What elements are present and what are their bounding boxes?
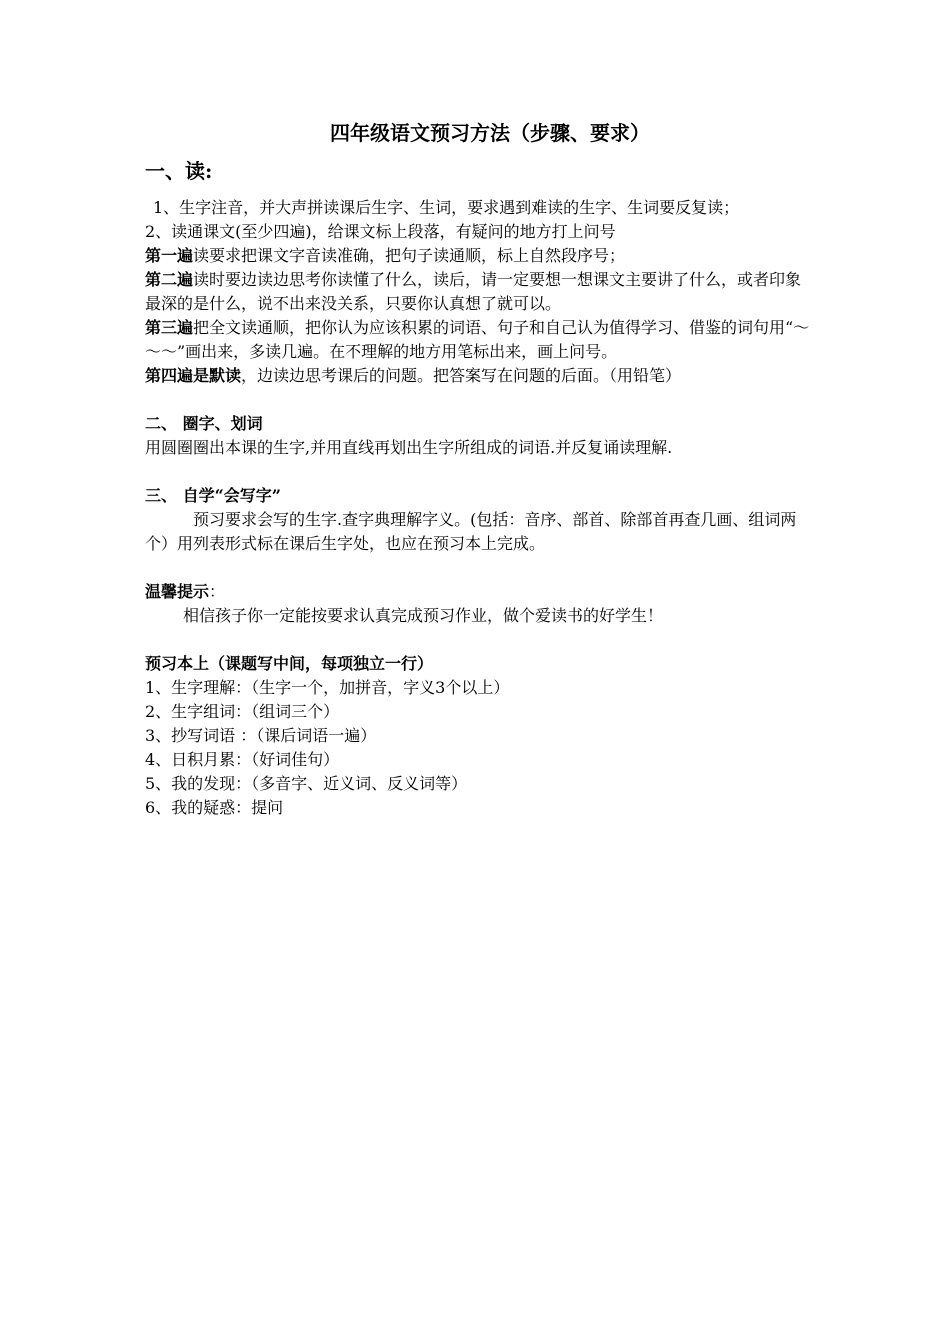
read-item-1: 1、生字注音，并大声拼读课后生字、生词，要求遇到难读的生字、生词要反复读； xyxy=(153,198,740,217)
notebook-item: 3、抄写词语 ：（课后词语一遍） xyxy=(145,726,377,745)
notebook-item: 1、生字理解：（生字一个，加拼音，字义3个以上） xyxy=(145,678,510,697)
spacer xyxy=(145,460,815,484)
read-pass-2 xyxy=(145,268,815,316)
notebook-item: 2、生字组词：（组词三个） xyxy=(145,702,340,721)
read-pass-4-label: 第四遍是默读 xyxy=(145,366,242,385)
read-pass-2-label: 第二遍 xyxy=(145,270,194,289)
read-pass-4 xyxy=(145,364,815,388)
spacer xyxy=(145,556,815,580)
notebook-item: 6、我的疑惑：提问 xyxy=(145,798,284,817)
document-title: 四年级语文预习方法（步骤、要求） xyxy=(330,121,650,145)
tip-section-heading: 温馨提示 xyxy=(145,582,210,601)
read-pass-1 xyxy=(145,244,815,268)
read-pass-1-label: 第一遍 xyxy=(145,246,194,265)
circle-section-heading: 二、 圈字、划词 xyxy=(145,414,263,433)
write-section-heading: 三、 自学“会写字” xyxy=(145,486,281,505)
read-pass-3 xyxy=(145,316,815,364)
read-pass-2-text: 读时要边读边思考你读懂了什么，读后，请一定要想一想课文主要讲了什么，或者印象最深的是什么，说不出来没关系，只要你认真想了就可以。 xyxy=(145,270,802,313)
spacer xyxy=(145,628,815,652)
tip-section-heading-line xyxy=(145,580,815,604)
tip-section-colon: ： xyxy=(209,582,226,601)
read-pass-3-label: 第三遍 xyxy=(145,318,194,337)
spacer xyxy=(145,388,815,412)
notebook-item: 4、日积月累：（好词佳句） xyxy=(145,750,340,769)
tip-section-text: 相信孩子你一定能按要求认真完成预习作业，做个爱读书的好学生！ xyxy=(183,606,664,625)
read-pass-4-text: ，边读边思考课后的问题。把答案写在问题的后面。（用铅笔） xyxy=(241,366,682,385)
document-page xyxy=(145,118,815,820)
read-section-heading: 一、读: xyxy=(145,159,213,183)
write-section-text: 预习要求会写的生字.查字典理解字义。(包括：音序、部首、除部首再查几画、组词两个）用列表形式标在课后生字处，也应在预习本上完成。 xyxy=(145,510,797,553)
read-item-2: 2、读通课文(至少四遍)，给课文标上段落，有疑问的地方打上问号 xyxy=(145,222,616,241)
notebook-item: 5、我的发现：（多音字、近义词、反义词等） xyxy=(145,774,468,793)
circle-section-text: 用圆圈圈出本课的生字,并用直线再划出生字所组成的词语.并反复诵读理解. xyxy=(145,438,673,457)
notebook-section-heading: 预习本上（课题写中间，每项独立一行） xyxy=(145,654,434,673)
read-pass-1-text: 读要求把课文字音读准确，把句子读通顺，标上自然段序号； xyxy=(193,246,626,265)
read-pass-3-text: 把全文读通顺，把你认为应该积累的词语、句子和自己认为值得学习、借鉴的词句用“～～～”画出来，多读几遍。在不理解的地方用笔标出来，画上问号。 xyxy=(145,318,810,361)
